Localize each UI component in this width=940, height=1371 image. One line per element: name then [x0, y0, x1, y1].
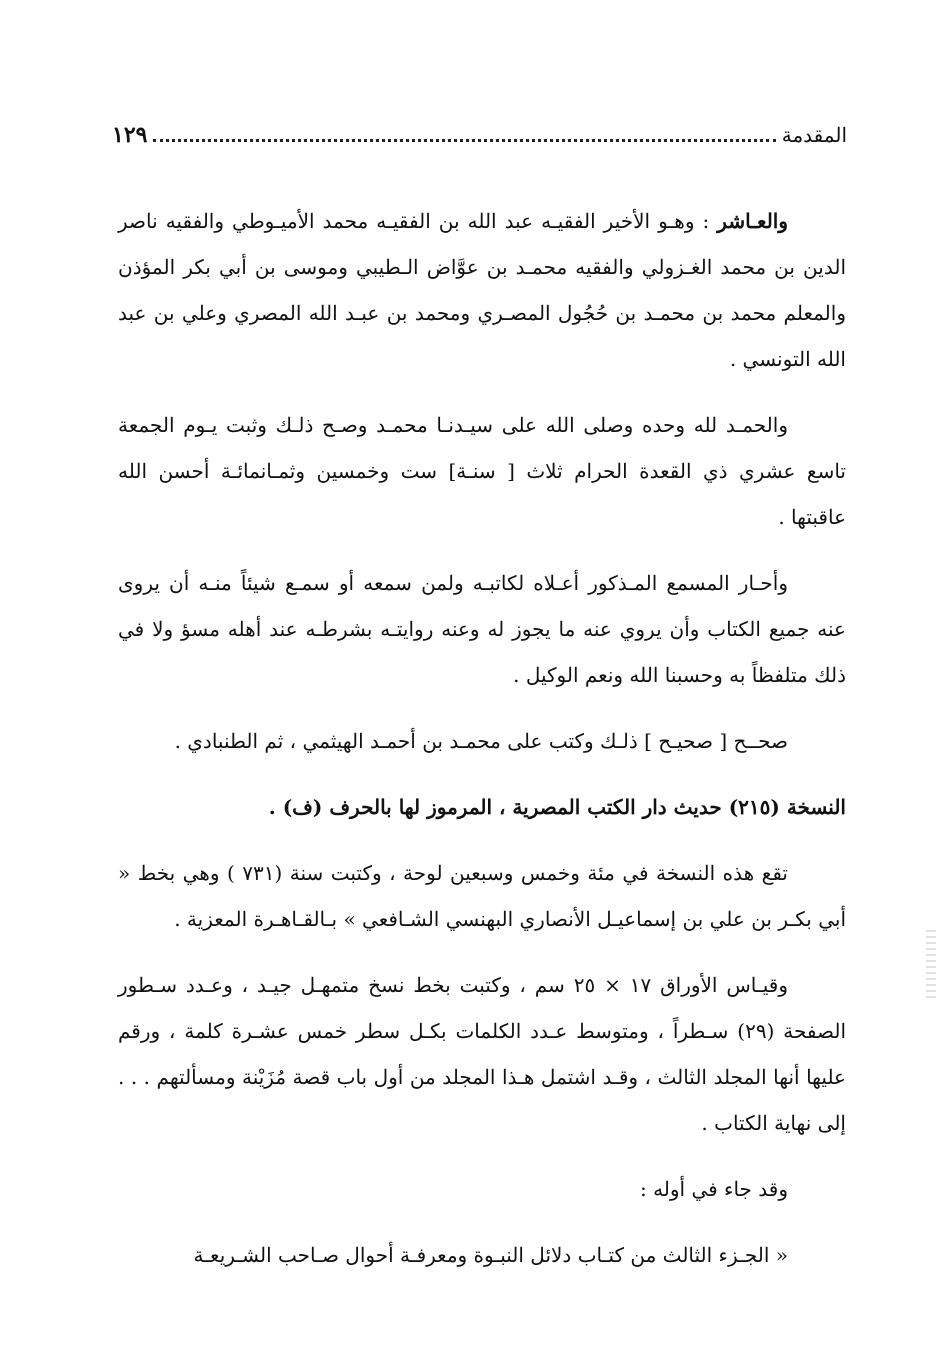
paragraph-text: « الجـزء الثالث من كتـاب دلائل النبـوة ومعرفـة أحوال صـاحب الشـريعـة — [193, 1243, 788, 1267]
paragraph-manuscript-description — [118, 850, 846, 942]
header-section-title: المقدمة — [781, 123, 847, 147]
paragraph-text: تقع هذه النسخة في مئة وخمس وسبعين لوحة ، وكتبت سنة (٧٣١ ) وهي بخط « أبي بكـر بن علي بن إسماعيـل الأنصاري البهنسي الشـافعي » بـالقـاهـرة المعزية . — [118, 861, 846, 931]
paragraph-intro-quote-lead — [118, 1166, 846, 1212]
paragraph-permission — [118, 560, 846, 698]
scan-margin-artifact — [926, 930, 936, 1000]
paragraph-text: : وهـو الأخير الفقيـه عبد الله بن الفقيـه محمد الأميـوطي والفقيه ناصر الدين بن محمد الغـزولي والفقيه محمـد بن عوَّاض الـطيبي وموسى بن أبي بكر المؤذن والمعلم محمد بن محمـد بن حُجُول المصـري ومحمد بن عبـد الله المصري وعلي بن عبد الله التونسي . — [118, 209, 846, 371]
paragraph-tenth-chain — [118, 198, 846, 382]
paragraph-praise-date — [118, 402, 846, 540]
page-body — [118, 198, 846, 1278]
paragraph-lead-word: والعـاشر — [717, 209, 788, 233]
running-header — [112, 118, 847, 152]
paragraph-verification — [118, 718, 846, 764]
paragraph-text: وقد جاء في أوله : — [639, 1177, 788, 1201]
paragraph-text: والحمـد لله وحده وصلى الله على سيـدنـا محمـد وصـح ذلـك وثبت يـوم الجمعة تاسع عشري ذي القعدة الحرام ثلاث [ سنـة] ست وخمسين وثمـانمائـة أحسن الله عاقبتها . — [118, 413, 846, 529]
paragraph-quoted-title — [118, 1232, 846, 1278]
manuscript-heading — [118, 784, 846, 830]
paragraph-text: وأحـار المسمع المـذكور أعـلاه لكاتبـه ولمن سمعه أو سمـع شيئاً منـه أن يروى عنه جميع الكتاب وأن يروي عنه ما يجوز له وعنه روايتـه بشرطـه عند أهله مسؤ ولا في ذلك متلفظاً به وحسبنا الله ونعم الوكيل . — [118, 571, 846, 687]
page-number: ١٢٩ — [112, 122, 148, 148]
heading-text: النسخة (٢١٥) حديث دار الكتب المصرية ، المرموز لها بالحرف (ف) . — [268, 795, 846, 819]
header-dot-leader — [153, 139, 775, 142]
paragraph-text: صحــح [ صحيـح ] ذلـك وكتب على محمـد بن أحمـد الهيثمي ، ثم الطنبادي . — [174, 729, 788, 753]
paragraph-text: وقيـاس الأوراق ١٧ × ٢٥ سم ، وكتبت بخط نسخ متمهـل جيـد ، وعـدد سـطور الصفحة (٢٩) سـطراً ، ومتوسط عـدد الكلمات بكـل سطر خمس عشـرة كلمة ، ورقم عليها أنها المجلد الثالث ، وقـد اشتمل هـذا المجلد من أول باب قصة مُزَيْنة ومسألتهم . . . إلى نهاية الكتاب . — [118, 973, 846, 1135]
paragraph-manuscript-measurements — [118, 962, 846, 1146]
